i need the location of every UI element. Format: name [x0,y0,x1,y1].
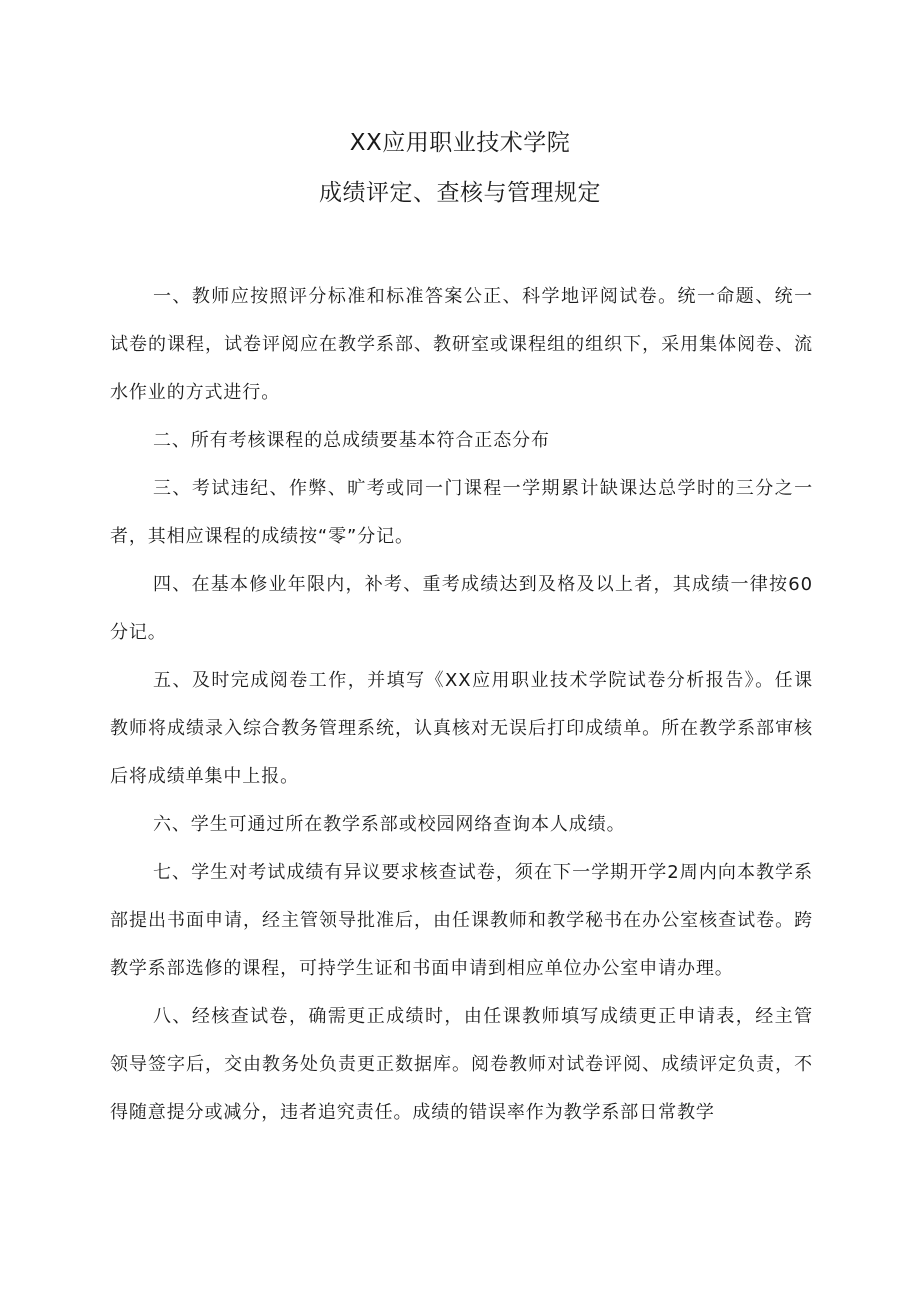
paragraph-6: 六、学生可通过所在教学系部或校园网络查询本人成绩。 [153,814,626,835]
paragraph-4: 四、在基本修业年限内，补考、重考成绩达到及格及以上者，其成绩一律按60分记。 [110,574,813,643]
document-body [110,273,813,1137]
paragraph-2: 二、所有考核课程的总成绩要基本符合正态分布 [153,430,550,451]
document-title: XX应用职业技术学院 [349,130,571,156]
paragraph-7: 七、学生对考试成绩有异议要求核查试卷，须在下一学期开学2周内向本教学系部提出书面申请，经主管领导批准后，由任课教师和教学秘书在办公室核查试卷。跨教学系部选修的课程，可持学生证和书面申请到相应单位办公室申请办理。 [110,862,813,979]
paragraph-8: 八、经核查试卷，确需更正成绩时，由任课教师填写成绩更正申请表，经主管领导签字后，交由教务处负责更正数据库。阅卷教师对试卷评阅、成绩评定负责，不得随意提分或减分，违者追究责任。成绩的错误率作为教学系部日常教学 [110,1006,813,1123]
paragraph-1: 一、教师应按照评分标准和标准答案公正、科学地评阅试卷。统一命题、统一试卷的课程，试卷评阅应在教学系部、教研室或课程组的组织下，采用集体阅卷、流水作业的方式进行。 [110,286,813,403]
paragraph-3: 三、考试违纪、作弊、旷考或同一门课程一学期累计缺课达总学时的三分之一者，其相应课程的成绩按“零”分记。 [110,478,813,547]
document-subtitle: 成绩评定、查核与管理规定 [319,180,601,206]
paragraph-5: 五、及时完成阅卷工作，并填写《XX应用职业技术学院试卷分析报告》。任课教师将成绩录入综合教务管理系统，认真核对无误后打印成绩单。所在教学系部审核后将成绩单集中上报。 [110,670,813,787]
